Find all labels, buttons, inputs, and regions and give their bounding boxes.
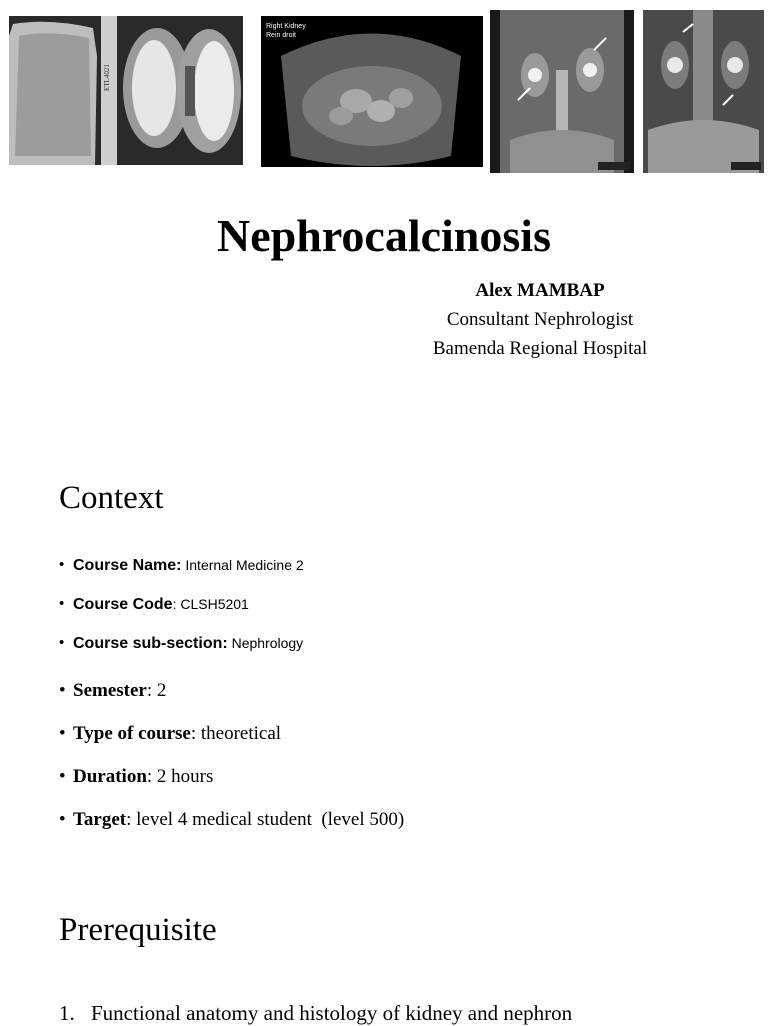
- item-number: 1.: [59, 1001, 75, 1025]
- bullet-icon: •: [59, 809, 66, 830]
- item-value: : 2: [146, 680, 167, 701]
- bullet-icon: •: [59, 766, 66, 787]
- item-text: Functional anatomy and histology of kidney and nephron: [91, 1001, 573, 1025]
- prerequisite-item: [59, 1000, 572, 1026]
- item-value: Internal Medicine 2: [181, 557, 304, 573]
- bullet-icon: •: [59, 680, 66, 701]
- item-value: Nephrology: [227, 635, 304, 651]
- item-key: Course sub-section:: [73, 635, 228, 652]
- item-value: : theoretical: [190, 723, 282, 744]
- item-key: Target: [73, 809, 127, 830]
- author-role: Consultant Nephrologist: [446, 309, 634, 330]
- prerequisite-heading: Prerequisite: [59, 912, 217, 948]
- bullet-icon: •: [59, 723, 66, 744]
- ultrasound-caption-2: Rein droit: [266, 32, 296, 39]
- gross-kidney-specimen-image: [9, 16, 243, 165]
- item-key: Course Name:: [73, 557, 182, 574]
- ruler-text: ETL4021: [103, 64, 111, 91]
- item-key: Course Code: [73, 596, 173, 613]
- item-key: Semester: [73, 680, 147, 701]
- item-key: Type of course: [73, 723, 191, 744]
- kidney-ultrasound-image: [261, 16, 483, 167]
- author-institution: Bamenda Regional Hospital: [432, 338, 648, 359]
- author-name: Alex MAMBAP: [475, 280, 605, 301]
- item-value: : level 4 medical student (level 500): [126, 809, 405, 830]
- page-title: Nephrocalcinosis: [217, 210, 551, 261]
- ct-scan-image: [490, 10, 634, 173]
- bullet-icon: •: [59, 556, 65, 573]
- abdominal-xray-image: [643, 10, 764, 173]
- author-block: [400, 276, 680, 363]
- ultrasound-caption-1: Right Kidney: [266, 23, 306, 30]
- item-value: : CLSH5201: [172, 596, 249, 612]
- item-key: Duration: [73, 766, 147, 787]
- bullet-icon: •: [59, 634, 65, 651]
- bullet-icon: •: [59, 595, 65, 612]
- context-heading: Context: [59, 480, 164, 516]
- item-value: : 2 hours: [146, 766, 214, 787]
